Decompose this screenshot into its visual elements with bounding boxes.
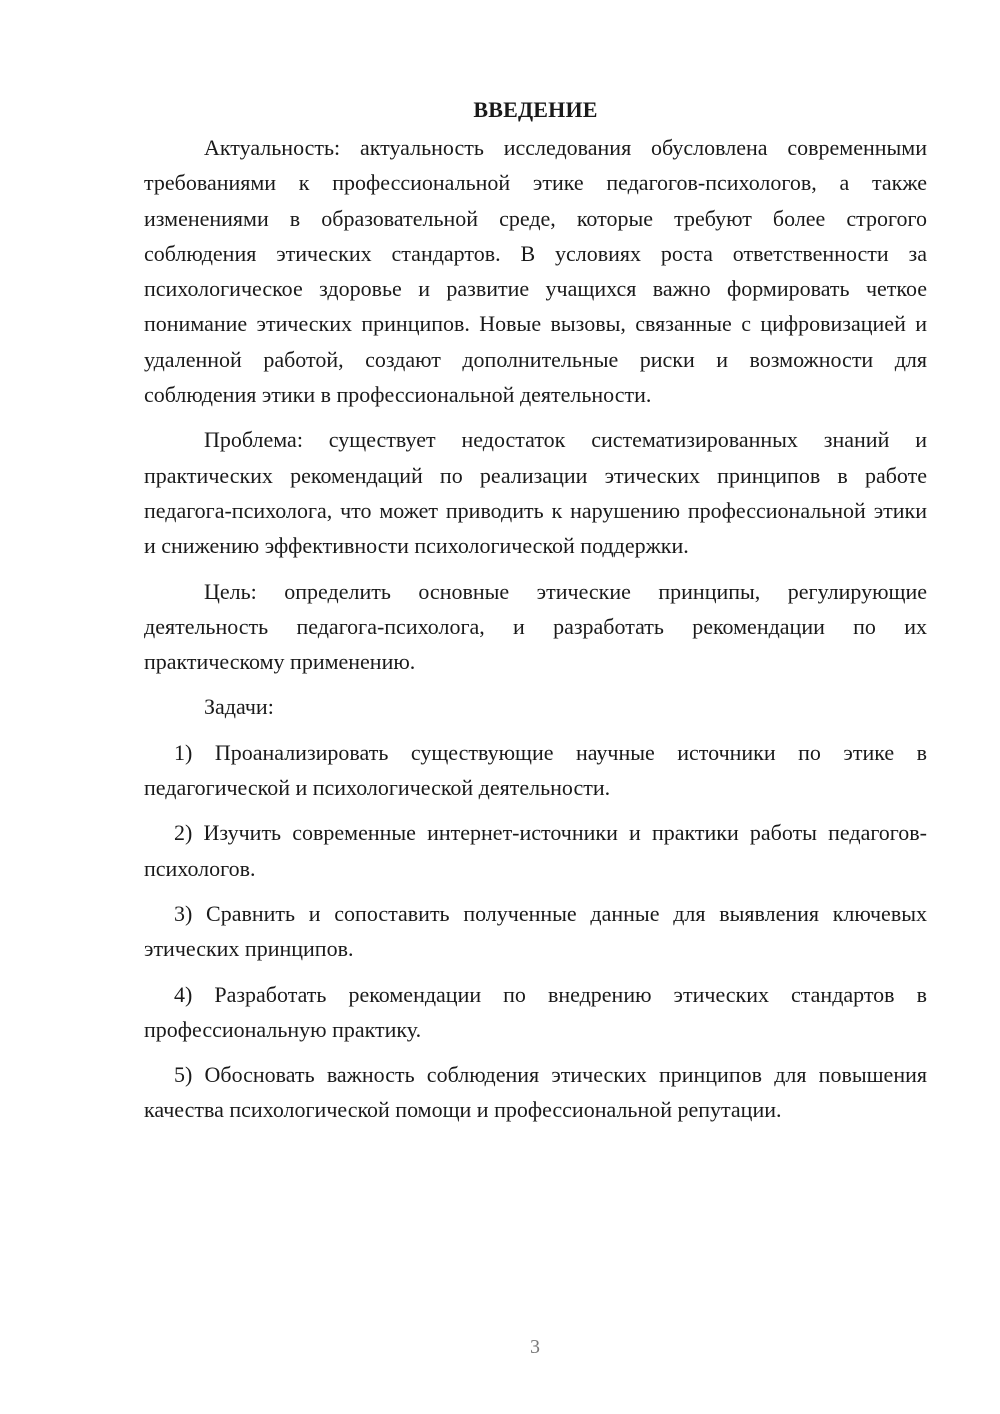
task-item-4: 4) Разработать рекомендации по внедрению этических стандартов в профессиональную практику. <box>144 981 927 1042</box>
tasks-heading: Задачи: <box>204 694 274 720</box>
paragraph-problem: Проблема: существует недостаток систематизированных знаний и практических рекомендаций по реализации этических принципов в работе педагога-психолога, что может приводить к нарушению профессиональной этики и снижению эффективности психологической поддержки. <box>144 427 927 559</box>
task-item-2: 2) Изучить современные интернет-источники и практики работы педагогов-психологов. <box>144 820 927 881</box>
page-number: 3 <box>530 1336 540 1358</box>
paragraph-relevance: Актуальность: актуальность исследования обусловлена современными требованиями к профессиональной этике педагогов-психологов, а также изменениями в образовательной среде, которые требуют более строгого соблюдения этических стандартов. В условиях роста ответственности за психологическое здоровье и развитие учащихся важно формировать четкое понимание этических принципов. Новые вызовы, связанные с цифровизацией и удаленной работой, создают дополнительные риски и возможности для соблюдения этики в профессиональной деятельности. <box>144 135 927 408</box>
paragraph-goal: Цель: определить основные этические принципы, регулирующие деятельность педагога-психолога, и разработать рекомендации по их практическому применению. <box>144 578 927 675</box>
page-content <box>144 90 927 1138</box>
page-title: ВВЕДЕНИЕ <box>473 97 598 122</box>
task-item-5: 5) Обосновать важность соблюдения этических принципов для повышения качества психологической помощи и профессиональной репутации. <box>144 1062 927 1123</box>
task-item-1: 1) Проанализировать существующие научные источники по этике в педагогической и психологической деятельности. <box>144 739 927 801</box>
task-item-3: 3) Сравнить и сопоставить полученные данные для выявления ключевых этических принципов. <box>144 900 927 962</box>
